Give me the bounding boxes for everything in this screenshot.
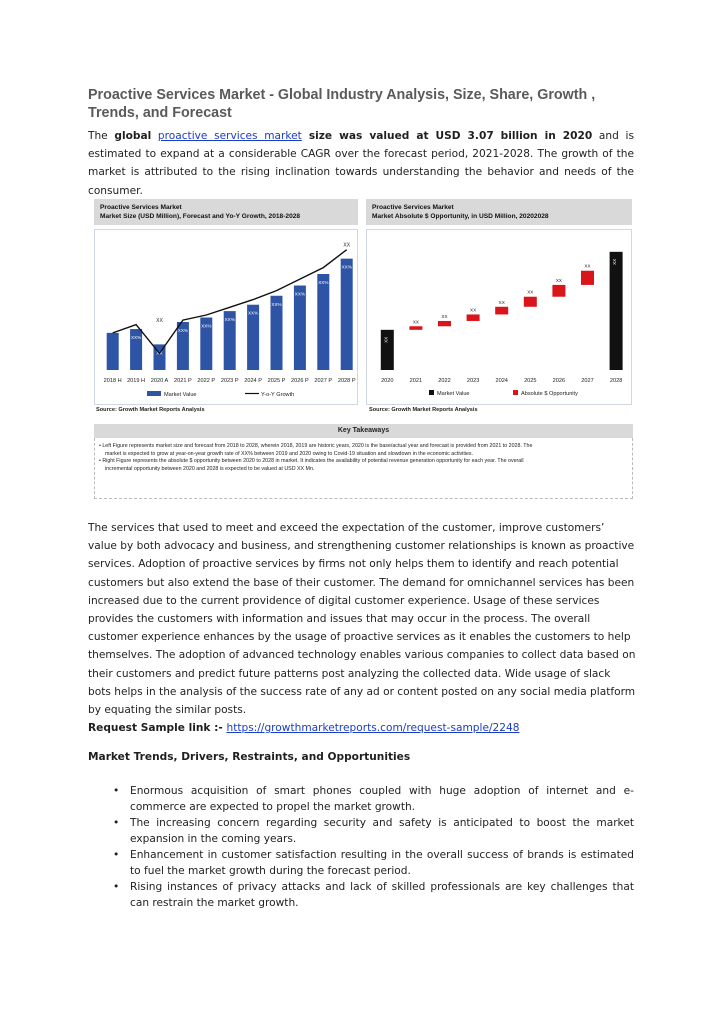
- market-figure: [88, 196, 633, 501]
- right-chart-source: Source: Growth Market Reports Analysis: [369, 407, 478, 413]
- opportunity-bar: [581, 271, 594, 285]
- right-chart-title: Proactive Services Market: [372, 204, 454, 211]
- bar-data-label: XX%: [201, 323, 212, 329]
- intro-lead: The: [88, 130, 115, 142]
- opportunity-bar: [524, 297, 537, 307]
- takeaway-2-text: Right Figure represents the absolute $ opportunity between 2020 to 2028 in market. It indicates the availability of potential revenue generation opportunity for each year. The overall: [102, 458, 524, 464]
- takeaway-bullet: •: [99, 458, 101, 464]
- right-chart-subtitle: Market Absolute $ Opportunity, in USD Million, 20202028: [372, 213, 549, 220]
- bar-data-label: XX%: [177, 328, 189, 333]
- market-link[interactable]: proactive services market: [157, 130, 302, 142]
- legend-opportunity-swatch: [513, 390, 518, 395]
- opportunity-bar: [467, 314, 480, 321]
- bar-data-label: XX: [498, 299, 505, 305]
- x-tick-label: 2020: [381, 378, 394, 384]
- bar-data-label: XX: [383, 336, 389, 343]
- x-tick-label: 2021: [409, 378, 423, 384]
- left-chart-subtitle: Market Size (USD Million), Forecast and Yo-Y Growth, 2018-2028: [100, 213, 301, 220]
- key-takeaways-heading: Key Takeaways: [94, 424, 633, 438]
- intro-bold-global: global: [114, 130, 152, 142]
- takeaway-2-line-2: incremental opportunity between 2020 and 2028 is expected to be valued at USD XX Mn.: [105, 465, 315, 472]
- intro-rest: and is estimated to expand at a considerable CAGR over the forecast period, 2021-2028. The growth of the market is attributed to the rising inclination towards understanding the behavior and needs of the consumer.: [88, 130, 634, 197]
- x-tick-label: 2021 P: [174, 378, 192, 384]
- trends-list: [88, 783, 634, 911]
- request-sample-label: Request Sample link :-: [88, 722, 227, 734]
- legend-bar-label: Market Value: [164, 392, 197, 398]
- left-chart-title: Proactive Services Market: [100, 204, 182, 211]
- x-tick-label: 2026: [552, 378, 566, 384]
- opportunity-bar: [495, 307, 508, 315]
- market-value-bar: [341, 259, 353, 370]
- market-value-bar: [317, 274, 329, 370]
- x-tick-label: 2026 P: [291, 378, 309, 384]
- bar-data-label: XX%: [247, 310, 259, 316]
- x-tick-label: 2027 P: [314, 378, 333, 384]
- takeaway-1-line-2: market is expected to grow at year-on-year growth rate of XX% between 2019 and 2020 owing to Covid-19 situation and slowdown in the economic activities.: [105, 450, 474, 457]
- trends-heading: Market Trends, Drivers, Restraints, and Opportunities: [88, 751, 411, 763]
- request-sample-line: [88, 722, 520, 734]
- x-tick-label: 2024 P: [244, 378, 262, 384]
- opportunity-bar: [438, 321, 451, 326]
- x-tick-label: 2024: [495, 378, 508, 384]
- legend-bar-swatch: [147, 391, 161, 396]
- market-value-bar: [107, 333, 119, 370]
- market-value-bar: [294, 286, 306, 370]
- bar-data-label: XX: [441, 313, 448, 319]
- x-tick-label: 2028 P: [337, 378, 356, 384]
- bullet-dot: •: [113, 817, 120, 829]
- trend-item: [88, 783, 634, 815]
- request-sample-link[interactable]: https://growthmarketreports.com/request-sample/2248: [226, 722, 520, 734]
- bar-data-label: XX: [527, 289, 534, 295]
- legend-opportunity-label: Absolute $ Opportunity: [521, 391, 578, 397]
- market-value-bar: [271, 296, 283, 370]
- bar-data-label: XX: [555, 277, 562, 283]
- x-tick-label: 2023 P: [220, 378, 239, 384]
- bar-data-label: XX: [470, 307, 477, 313]
- right-chart-header: [366, 199, 632, 225]
- x-tick-label: 2018 H: [103, 378, 122, 384]
- bar-data-label: XX%: [318, 280, 329, 285]
- opportunity-bar: [409, 326, 422, 330]
- legend-line-label: Y-o-Y Growth: [261, 392, 295, 398]
- x-tick-label: 2028: [609, 378, 623, 384]
- trend-item-text: The increasing concern regarding security and safety is anticipated to boost the market expansion in the coming years.: [130, 817, 634, 845]
- market-value-bar: [610, 252, 623, 370]
- bullet-dot: •: [113, 849, 120, 861]
- trend-item: [88, 815, 634, 847]
- takeaway-1-text: Left Figure represents market size and forecast from 2018 to 2028, wherein 2018, 2019 are historic years, 2020 is the base/actual year and forecast is provided from 2021 to 2028. The: [102, 443, 533, 449]
- body-paragraph: The services that used to meet and exceed the expectation of the customer, improve customers’ value by both advocacy and business, and strengthening customer relationships is known as proactive services. Adoption of proactive services by firms not only helps them to identify and reach potential customers but also extend the base of their customer. The demand for omnichannel services has been increased due to the current providence of digital customer experience. Usage of these services provides the customers with information and issues that may occur in the process. The overall customer experience enhances by the usage of proactive services as it enables the customers to help themselves. The adoption of advanced technology enables various companies to collect data based on their customers and predict future patterns post analyzing the collected data. Wide usage of slack bots helps in the analysis of the success rate of any ad or content posted on any social media platform by equating the similar posts.: [88, 522, 636, 717]
- bar-data-label: XX%: [224, 317, 235, 323]
- x-tick-label: 2023: [466, 378, 480, 384]
- intro-bold-value: size was valued at USD 3.07 billion in 2020: [301, 130, 593, 142]
- bar-data-label: XX: [412, 319, 419, 325]
- takeaway-1-line-1: [99, 443, 629, 451]
- bar-data-label: XX%: [341, 264, 352, 270]
- bar-data-label: XX: [612, 258, 618, 265]
- takeaway-bullet: •: [99, 443, 101, 449]
- trend-item: [88, 879, 634, 911]
- trend-item-text: Rising instances of privacy attacks and lack of skilled professionals are key challenges that can restrain the market growth.: [130, 881, 634, 909]
- bar-data-label: XX%: [130, 335, 142, 341]
- bar-data-label: XX: [584, 263, 591, 269]
- trend-item: [88, 847, 634, 879]
- right-chart-svg: [367, 230, 631, 404]
- key-takeaways-box: [94, 438, 633, 499]
- bullet-dot: •: [113, 785, 120, 797]
- growth-dip-label: XX: [156, 318, 163, 324]
- bar-data-label: XX%: [294, 291, 306, 297]
- right-chart-box: [366, 229, 632, 405]
- market-value-bar: [381, 330, 394, 370]
- left-chart-source: Source: Growth Market Reports Analysis: [96, 407, 205, 413]
- x-tick-label: 2022: [438, 378, 451, 384]
- bar-data-label: XX%: [271, 301, 282, 307]
- x-tick-label: 2025 P: [267, 378, 286, 384]
- trend-item-text: Enormous acquisition of smart phones coupled with huge adoption of internet and e-commerce are expected to propel the market growth.: [130, 785, 634, 813]
- trend-item-text: Enhancement in customer satisfaction resulting in the overall success of brands is estimated to fuel the market growth during the forecast period.: [130, 849, 634, 877]
- bar-data-label: XX: [156, 350, 163, 356]
- x-tick-label: 2022 P: [197, 378, 216, 384]
- takeaway-2-line-1: [99, 458, 629, 466]
- page-title: Proactive Services Market - Global Industry Analysis, Size, Share, Growth , Trends, and Forecast: [88, 87, 596, 121]
- x-tick-label: 2027: [581, 378, 594, 384]
- x-tick-label: 2025: [524, 378, 537, 384]
- left-chart-header: [94, 199, 358, 225]
- left-chart-box: [94, 229, 358, 405]
- growth-end-label: XX: [343, 242, 351, 249]
- x-tick-label: 2020 A: [150, 378, 169, 384]
- left-chart-svg: [95, 230, 357, 404]
- legend-market-swatch: [429, 390, 434, 395]
- legend-market-label: Market Value: [437, 391, 470, 397]
- bullet-dot: •: [113, 881, 120, 893]
- x-tick-label: 2019 H: [127, 378, 146, 384]
- intro-paragraph: [88, 127, 634, 200]
- opportunity-bar: [552, 285, 565, 297]
